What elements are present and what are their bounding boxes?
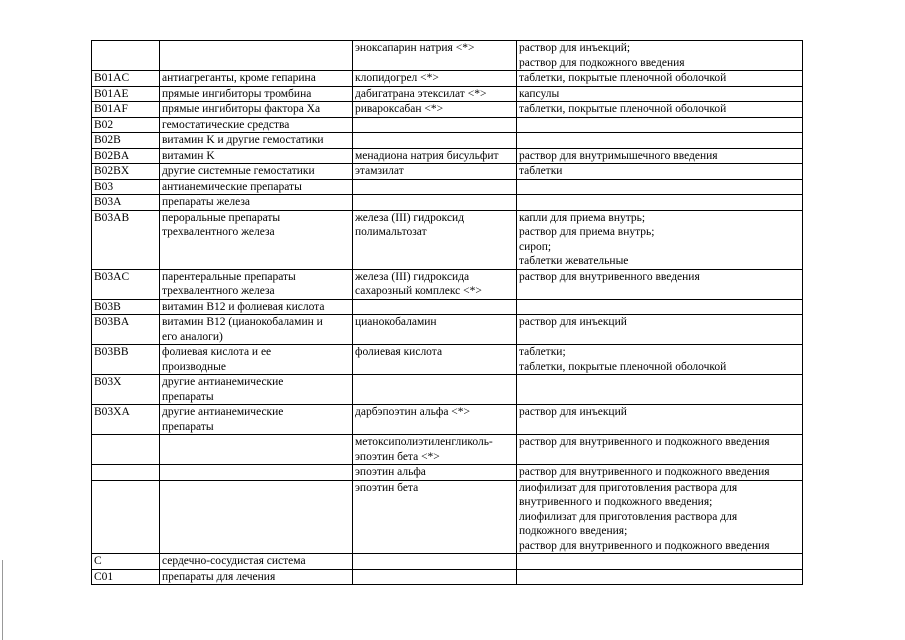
cell-text-line: прямые ингибиторы тромбина: [162, 87, 312, 100]
cell-text-line: его аналоги): [162, 330, 223, 343]
table-row: [92, 465, 803, 481]
cell-text-line: раствор для внутримышечного введения: [519, 149, 718, 162]
table-row: [92, 435, 803, 465]
pharmacological-group-cell: [160, 117, 353, 133]
cell-text-line: B03B: [94, 300, 121, 313]
cell-empty-line: [519, 195, 802, 210]
cell-text-line: другие антианемические: [162, 406, 284, 418]
cell-empty-line: [355, 195, 516, 210]
drug-name-cell: [353, 554, 517, 570]
dosage-form-cell: [517, 269, 803, 299]
atc-code-cell: [92, 86, 160, 102]
cell-text-line: раствор для приема внутрь;: [519, 226, 655, 238]
cell-text-line: B03: [94, 180, 114, 193]
table-row: [92, 117, 803, 133]
cell-text-line: раствор для внутривенного и подкожного введения: [519, 436, 770, 448]
cell-text-line: раствор для инъекций;: [519, 42, 631, 54]
drug-name-cell: [353, 435, 517, 465]
drug-list-table: [91, 40, 803, 585]
atc-code-cell: [92, 269, 160, 299]
pharmacological-group-cell: [160, 435, 353, 465]
dosage-form-cell: [517, 210, 803, 269]
cell-text-line: B03X: [94, 376, 122, 388]
table-row: [92, 345, 803, 375]
drug-name-cell: [353, 405, 517, 435]
cell-text-line: гемостатические средства: [162, 118, 290, 131]
cell-text-line: эпоэтин альфа: [355, 466, 426, 478]
cell-text-line: препараты для лечения: [162, 570, 276, 583]
pharmacological-group-cell: [160, 465, 353, 481]
cell-text-line: витамин K: [162, 149, 215, 162]
dosage-form-cell: [517, 554, 803, 570]
cell-text-line: другие антианемические: [162, 376, 284, 388]
table-row: [92, 148, 803, 164]
table-row: [92, 195, 803, 211]
drug-name-cell: [353, 117, 517, 133]
cell-text-line: витамин B12 (цианокобаламин и: [162, 316, 323, 328]
cell-text-line: раствор для инъекций: [519, 406, 627, 418]
dosage-form-cell: [517, 148, 803, 164]
cell-text-line: железа (III) гидроксида: [355, 270, 470, 283]
cell-text-line: сердечно-сосудистая система: [162, 555, 306, 567]
cell-empty-line: [519, 300, 802, 315]
cell-text-line: таблетки: [519, 165, 563, 177]
cell-empty-line: [355, 300, 516, 315]
cell-empty-line: [355, 570, 516, 585]
dosage-form-cell: [517, 133, 803, 149]
cell-text-line: таблетки, покрытые пленочной оболочкой: [519, 103, 727, 115]
cell-text-line: препараты: [162, 390, 214, 403]
drug-name-cell: [353, 102, 517, 118]
pharmacological-group-cell: [160, 210, 353, 269]
dosage-form-cell: [517, 164, 803, 180]
cell-text-line: железа (III) гидроксид: [355, 211, 465, 224]
cell-text-line: раствор для инъекций: [519, 316, 627, 328]
cell-text-line: B03AB: [94, 211, 130, 224]
pharmacological-group-cell: [160, 554, 353, 570]
atc-code-cell: [92, 117, 160, 133]
cell-text-line: B02: [94, 118, 114, 131]
atc-code-cell: [92, 345, 160, 375]
cell-text-line: лиофилизат для приготовления раствора для: [519, 510, 738, 523]
dosage-form-cell: [517, 569, 803, 585]
drug-name-cell: [353, 210, 517, 269]
drug-name-cell: [353, 269, 517, 299]
cell-text-line: B01AE: [94, 87, 129, 100]
cell-text-line: цианокобаламин: [355, 316, 437, 328]
cell-empty-line: [355, 180, 516, 195]
pharmacological-group-cell: [160, 375, 353, 405]
cell-text-line: фолиевая кислота и ее: [162, 346, 272, 358]
pharmacological-group-cell: [160, 569, 353, 585]
table-row: [92, 102, 803, 118]
cell-text-line: [94, 481, 159, 496]
table-row: [92, 41, 803, 71]
drug-name-cell: [353, 375, 517, 405]
drug-name-cell: [353, 569, 517, 585]
dosage-form-cell: [517, 315, 803, 345]
drug-name-cell: [353, 86, 517, 102]
drug-name-cell: [353, 480, 517, 554]
cell-text-line: B03BA: [94, 316, 130, 328]
atc-code-cell: [92, 133, 160, 149]
cell-text-line: фолиевая кислота: [355, 346, 443, 358]
cell-text-line: парентеральные препараты: [162, 270, 296, 283]
pharmacological-group-cell: [160, 86, 353, 102]
cell-text-line: полимальтозат: [355, 226, 427, 238]
table-row: [92, 71, 803, 87]
atc-code-cell: [92, 148, 160, 164]
pharmacological-group-cell: [160, 299, 353, 315]
cell-text-line: [94, 465, 159, 480]
atc-code-cell: [92, 375, 160, 405]
dosage-form-cell: [517, 86, 803, 102]
atc-code-cell: [92, 435, 160, 465]
cell-empty-line: [519, 133, 802, 148]
atc-code-cell: [92, 299, 160, 315]
cell-empty-line: [519, 554, 802, 569]
table-row: [92, 405, 803, 435]
cell-empty-line: [519, 118, 802, 133]
cell-text-line: сахарозный комплекс <*>: [355, 285, 482, 297]
cell-text-line: другие системные гемостатики: [162, 165, 315, 177]
cell-text-line: B01AF: [94, 103, 128, 115]
table-row: [92, 375, 803, 405]
cell-text-line: B02BA: [94, 149, 130, 162]
atc-code-cell: [92, 210, 160, 269]
cell-text-line: B02BX: [94, 165, 130, 177]
drug-name-cell: [353, 299, 517, 315]
cell-text-line: трехвалентного железа: [162, 285, 275, 297]
cell-text-line: метоксиполиэтиленгликоль-: [355, 436, 493, 448]
cell-text-line: таблетки, покрытые пленочной оболочкой: [519, 360, 727, 373]
cell-text-line: препараты железа: [162, 196, 250, 208]
table-row: [92, 210, 803, 269]
drug-name-cell: [353, 71, 517, 87]
table-row: [92, 133, 803, 149]
pharmacological-group-cell: [160, 195, 353, 211]
atc-code-cell: [92, 164, 160, 180]
cell-text-line: пероральные препараты: [162, 211, 281, 224]
pharmacological-group-cell: [160, 315, 353, 345]
atc-code-cell: [92, 480, 160, 554]
cell-text-line: капсулы: [519, 87, 560, 100]
cell-empty-line: [355, 133, 516, 148]
cell-text-line: C01: [94, 570, 114, 583]
table-row: [92, 164, 803, 180]
atc-code-cell: [92, 315, 160, 345]
cell-text-line: внутривенного и подкожного введения;: [519, 496, 713, 508]
page-edge-line: [2, 560, 3, 640]
pharmacological-group-cell: [160, 179, 353, 195]
cell-text-line: сироп;: [519, 240, 552, 253]
pharmacological-group-cell: [160, 41, 353, 71]
drug-name-cell: [353, 465, 517, 481]
drug-name-cell: [353, 164, 517, 180]
cell-text-line: раствор для подкожного введения: [519, 56, 685, 69]
table-row: [92, 299, 803, 315]
dosage-form-cell: [517, 117, 803, 133]
atc-code-cell: [92, 554, 160, 570]
atc-code-cell: [92, 41, 160, 71]
cell-text-line: [94, 41, 159, 56]
dosage-form-cell: [517, 375, 803, 405]
cell-text-line: витамин B12 и фолиевая кислота: [162, 300, 325, 313]
cell-empty-line: [519, 570, 802, 585]
cell-text-line: раствор для внутривенного и подкожного введения: [519, 539, 770, 552]
cell-empty-line: [519, 180, 802, 195]
cell-text-line: C: [94, 555, 102, 567]
cell-text-line: производные: [162, 360, 226, 373]
cell-text-line: B01AC: [94, 72, 130, 84]
cell-empty-line: [162, 41, 352, 56]
dosage-form-cell: [517, 405, 803, 435]
pharmacological-group-cell: [160, 148, 353, 164]
cell-text-line: B03BB: [94, 346, 129, 358]
cell-text-line: B03XA: [94, 406, 130, 418]
dosage-form-cell: [517, 179, 803, 195]
dosage-form-cell: [517, 465, 803, 481]
cell-empty-line: [355, 118, 516, 133]
cell-text-line: [94, 435, 159, 450]
drug-name-cell: [353, 148, 517, 164]
atc-code-cell: [92, 569, 160, 585]
cell-text-line: эноксапарин натрия <*>: [355, 42, 475, 54]
cell-text-line: подкожного введения;: [519, 525, 628, 537]
cell-text-line: B03A: [94, 196, 122, 208]
dosage-form-cell: [517, 102, 803, 118]
drug-name-cell: [353, 41, 517, 71]
atc-code-cell: [92, 71, 160, 87]
drug-name-cell: [353, 345, 517, 375]
cell-text-line: дабигатрана этексилат <*>: [355, 87, 487, 100]
dosage-form-cell: [517, 299, 803, 315]
cell-empty-line: [355, 554, 516, 569]
cell-text-line: эпоэтин бета: [355, 481, 419, 494]
cell-text-line: лиофилизат для приготовления раствора для: [519, 481, 738, 494]
table-row: [92, 315, 803, 345]
table-row: [92, 269, 803, 299]
table-row: [92, 554, 803, 570]
table-row: [92, 86, 803, 102]
drug-name-cell: [353, 179, 517, 195]
atc-code-cell: [92, 179, 160, 195]
dosage-form-cell: [517, 41, 803, 71]
cell-text-line: антианемические препараты: [162, 180, 302, 193]
cell-text-line: клопидогрел <*>: [355, 72, 439, 84]
cell-text-line: капли для приема внутрь;: [519, 211, 646, 224]
pharmacological-group-cell: [160, 71, 353, 87]
table-body: [92, 41, 803, 585]
dosage-form-cell: [517, 480, 803, 554]
dosage-form-cell: [517, 71, 803, 87]
cell-empty-line: [162, 435, 352, 450]
cell-text-line: ривароксабан <*>: [355, 103, 444, 115]
cell-empty-line: [519, 375, 802, 390]
cell-text-line: эпоэтин бета <*>: [355, 450, 440, 463]
cell-text-line: препараты: [162, 420, 214, 433]
cell-text-line: таблетки, покрытые пленочной оболочкой: [519, 72, 727, 84]
pharmacological-group-cell: [160, 345, 353, 375]
cell-text-line: витамин K и другие гемостатики: [162, 134, 324, 146]
drug-name-cell: [353, 315, 517, 345]
atc-code-cell: [92, 465, 160, 481]
table-row: [92, 179, 803, 195]
cell-empty-line: [355, 375, 516, 390]
cell-text-line: таблетки жевательные: [519, 255, 629, 267]
cell-empty-line: [162, 481, 352, 496]
pharmacological-group-cell: [160, 102, 353, 118]
dosage-form-cell: [517, 435, 803, 465]
cell-text-line: дарбэпоэтин альфа <*>: [355, 406, 471, 418]
table-row: [92, 569, 803, 585]
atc-code-cell: [92, 405, 160, 435]
cell-text-line: прямые ингибиторы фактора Xa: [162, 103, 321, 115]
atc-code-cell: [92, 102, 160, 118]
cell-text-line: раствор для внутривенного и подкожного введения: [519, 466, 770, 478]
cell-text-line: этамзилат: [355, 165, 404, 177]
dosage-form-cell: [517, 345, 803, 375]
pharmacological-group-cell: [160, 480, 353, 554]
pharmacological-group-cell: [160, 405, 353, 435]
drug-name-cell: [353, 195, 517, 211]
atc-code-cell: [92, 195, 160, 211]
pharmacological-group-cell: [160, 133, 353, 149]
cell-text-line: раствор для внутривенного введения: [519, 270, 700, 283]
cell-text-line: антиагреганты, кроме гепарина: [162, 72, 316, 84]
cell-text-line: трехвалентного железа: [162, 226, 275, 238]
pharmacological-group-cell: [160, 164, 353, 180]
cell-text-line: таблетки;: [519, 346, 566, 358]
cell-text-line: B02B: [94, 134, 121, 146]
cell-text-line: менадиона натрия бисульфит: [355, 149, 499, 162]
dosage-form-cell: [517, 195, 803, 211]
cell-text-line: B03AC: [94, 270, 130, 283]
pharmacological-group-cell: [160, 269, 353, 299]
table-row: [92, 480, 803, 554]
cell-empty-line: [162, 465, 352, 480]
drug-name-cell: [353, 133, 517, 149]
